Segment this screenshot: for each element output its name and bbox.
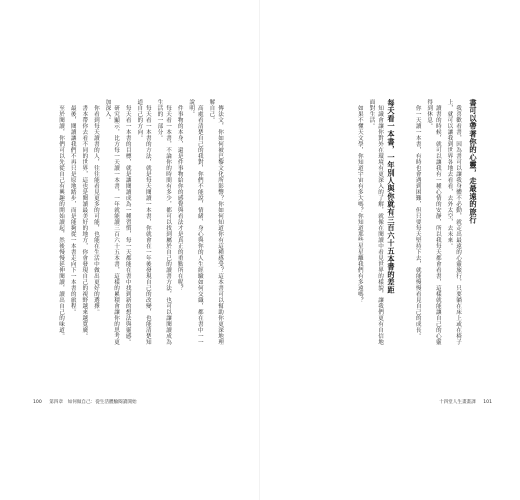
section-heading-one-book-a-day: 每天看一本書，一年別人與你就有三百六十五本書的差距 bbox=[387, 99, 396, 294]
body-paragraph: 最後，閱讀讓我們不再只是原地踏步，而是能夠從一本書走向下一本書的旅程。 bbox=[69, 104, 76, 315]
left-footer bbox=[33, 399, 137, 405]
right-page bbox=[260, 0, 520, 500]
page-number-right: 101 bbox=[483, 400, 492, 405]
running-head-book-title: 十四堂人生畫畫課 bbox=[438, 400, 476, 405]
body-paragraph: 知識會讓你對外在環境有更深入的了解，就像在閱讀中看見世界的樣貌，讓我們更有自信地面對生活。 bbox=[368, 99, 383, 345]
body-paragraph: 每天看一本書的目標，就是讓閱讀成為一種習慣，每一天都能在書中找到新的想法與靈感。 bbox=[124, 104, 131, 345]
right-footer bbox=[439, 399, 492, 405]
body-paragraph: 傳法文，你如何被巴黎文化所影響？你如何知道你有這種感受？這本書可以幫助你更深地理解自己。 bbox=[208, 99, 223, 345]
running-head-chapter: 第四章 如何做自己：從生活體驗閱讀開始 bbox=[49, 400, 137, 405]
page-number-left: 100 bbox=[33, 400, 42, 405]
body-paragraph: 我喜歡看書，因為書可以讓我身體不必動，就走出最遠的心靈旅行，只要躺在床上或在椅子上，就可以讓我到世界各地去看看，去外太空，去未來。 bbox=[446, 99, 461, 345]
body-paragraph: 至於閱讀，你們可以先從自己有興趣的開始讀起，然後慢慢延伸閱讀，讀出自己的味道。 bbox=[58, 104, 65, 339]
body-paragraph: 讀書的時候，就可以讓我有一種心情的安靜，所以我每天都會看書，這樣就能讓自己的心靈得到休息。 bbox=[426, 99, 441, 345]
body-paragraph: 書本帶你去看不同的世界，這也是閱讀最美好的地方，你會發現自己的視野越來越寬廣。 bbox=[81, 104, 88, 339]
section-1-body-text bbox=[400, 99, 462, 349]
section-heading-journey: 書可以帶著你的心靈，走最遠的旅行 bbox=[469, 99, 478, 224]
body-paragraph: 你一天讀一本書，有時也會遇到困難，但只要每天堅持下去，就能慢慢看見自己的成長。 bbox=[414, 104, 421, 339]
section-2-body-text bbox=[346, 99, 384, 349]
body-paragraph: 件事物的本身，還是件事物給你的感覺與看法才是真正的重點所在呢？ bbox=[176, 104, 183, 291]
body-paragraph: 高處看清楚自己的我對，你們不能說，情緒、身心與你的人生經驗如何交織，都在書中一一說明。 bbox=[188, 99, 203, 345]
body-paragraph: 每天看一本書，不論你的時間有多少，都可以找到屬於自己的讀書方法，也可以讓閱讀成為生活的一部分。 bbox=[156, 99, 172, 345]
body-paragraph: 每天看一本書的方法，就是每天閱讀一本書，你就會在一年後發現自己的改變，也能清楚知道自己的方向。 bbox=[136, 99, 151, 345]
left-body-text bbox=[44, 99, 224, 349]
body-paragraph: 研究顯示，比方每一天讀一本書，一年就能讀三百六十五本書，這樣的累積會讓你的思考更加深入。 bbox=[104, 99, 120, 345]
body-paragraph: 如果不懂天文學，你知道宇宙有多大嗎？你知道那些星星離我們有多遠嗎？ bbox=[356, 104, 363, 303]
body-paragraph: 你看到每天讀書的人，往往能看見更多的可能，也能在生活中做出更好的選擇。 bbox=[92, 104, 99, 315]
